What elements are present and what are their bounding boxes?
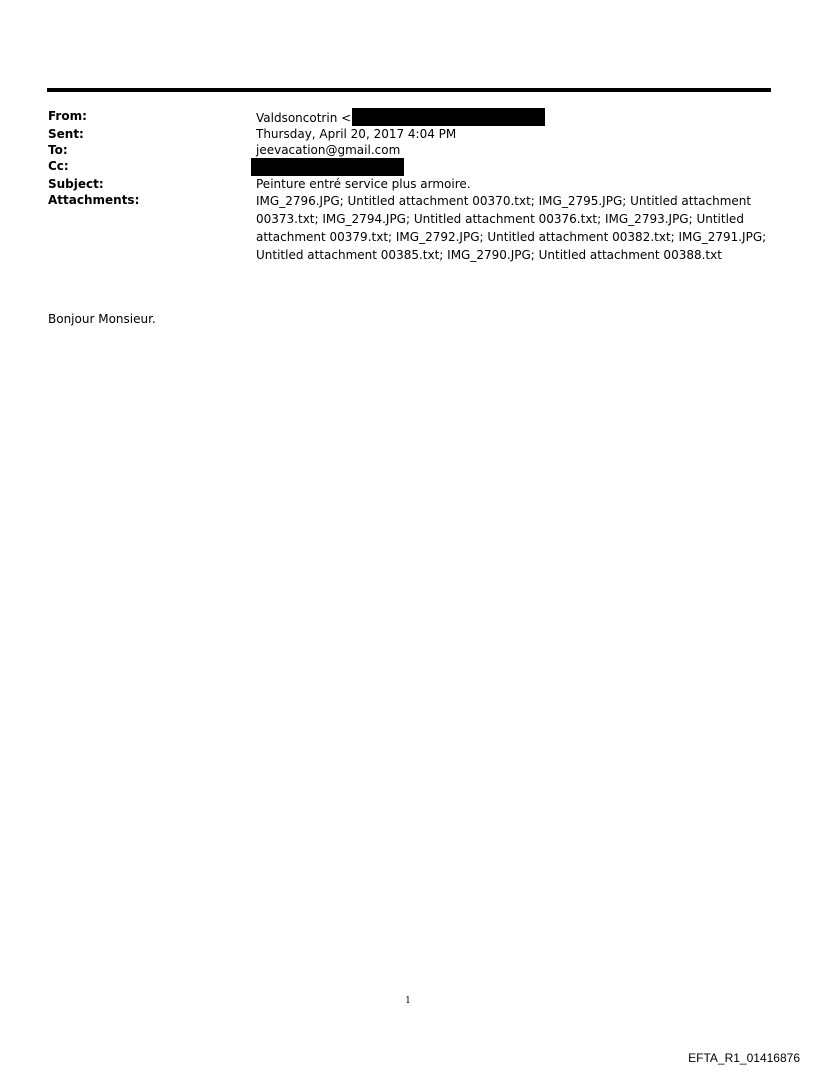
subject-label: Subject: (48, 177, 104, 191)
to-row (48, 142, 768, 158)
cc-redaction (251, 158, 404, 176)
to-label: To: (48, 143, 68, 157)
attachments-value: IMG_2796.JPG; Untitled attachment 00370.txt; IMG_2795.JPG; Untitled attachment 00373.txt; IMG_2794.JPG; Untitled attachment 00376.txt; IMG_2793.JPG; Untitled attachment 00379.txt; IMG_2792.JPG; Untitled attachment 00382.txt; IMG_2791.JPG; Untitled attachment 00385.txt; IMG_2790.JPG; Untitled attachment 00388.txt (256, 194, 767, 262)
sent-value: Thursday, April 20, 2017 4:04 PM (256, 127, 457, 141)
attachments-label: Attachments: (48, 193, 140, 207)
from-row (48, 108, 768, 126)
sent-row (48, 126, 768, 142)
cc-value-container (256, 158, 768, 176)
subject-value: Peinture entré service plus armoire. (256, 177, 471, 191)
email-body-greeting: Bonjour Monsieur. (48, 312, 156, 326)
email-header (48, 108, 768, 264)
document-id: EFTA_R1_01416876 (688, 1051, 800, 1065)
from-redaction (352, 108, 545, 126)
to-value: jeevacation@gmail.com (256, 143, 401, 157)
attachments-row (48, 192, 768, 264)
sent-label: Sent: (48, 127, 84, 141)
header-divider (47, 88, 771, 92)
from-label: From: (48, 109, 87, 123)
page-number: 1 (405, 996, 411, 1006)
cc-label: Cc: (48, 159, 69, 173)
from-value: Valdsoncotrin < (256, 111, 352, 125)
subject-row (48, 176, 768, 192)
cc-row (48, 158, 768, 176)
from-value-container (256, 108, 768, 126)
